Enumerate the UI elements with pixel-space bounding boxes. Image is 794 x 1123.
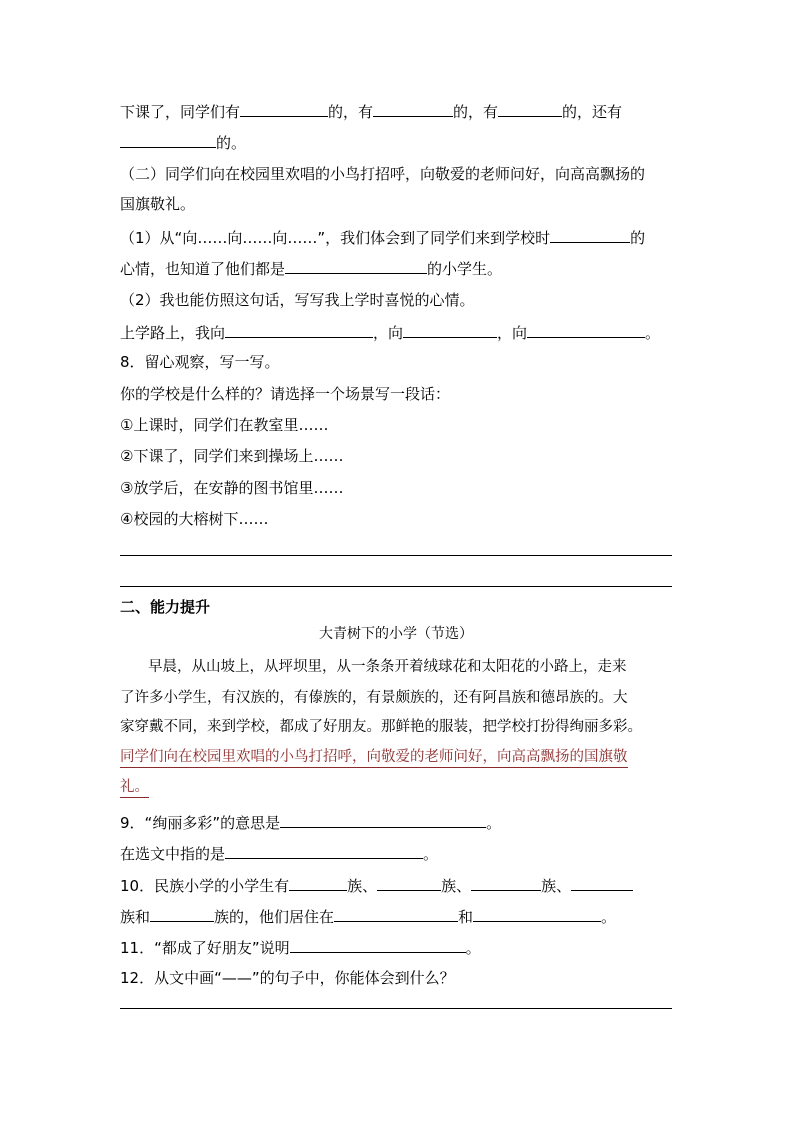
- q7-sub1-text: 的小学生。: [427, 260, 503, 278]
- q8-option-4: ④校园的大榕树下……: [120, 510, 269, 528]
- q7-text: 的，有: [328, 103, 374, 121]
- q9-line-1: [120, 812, 501, 833]
- q10-line-2: [120, 906, 616, 927]
- passage-line-4: [120, 747, 672, 767]
- q7-sub1-text: 的: [630, 229, 646, 247]
- q7-part2-line-1: （二）同学们向在校园里欢唱的小鸟打招呼，向敬爱的老师问好，向高高飘扬的: [120, 165, 646, 183]
- q9-text: 在选文中指的是: [120, 845, 226, 863]
- answer-blank[interactable]: [240, 101, 328, 117]
- answer-blank[interactable]: [285, 258, 427, 274]
- writing-line[interactable]: [120, 555, 672, 556]
- q8-option-3: ③放学后，在安静的图书馆里……: [120, 479, 344, 497]
- q7-sub2-prompt: （2）我也能仿照这句话，写写我上学时喜悦的心情。: [120, 291, 475, 309]
- q10-text: 。: [601, 908, 617, 926]
- q10-text: 10．民族小学的小学生有: [120, 877, 290, 895]
- q7-sub2-text: ，向: [497, 324, 528, 342]
- answer-blank[interactable]: [150, 906, 214, 922]
- q7-sub1-line-2: [120, 258, 502, 279]
- q12-line: 12．从文中画“——”的句子中，你能体会到什么？: [120, 969, 455, 987]
- q7-part2-line-2: 国旗敬礼。: [120, 195, 196, 213]
- q10-text: 族、: [441, 877, 472, 895]
- q7-line-1: [120, 101, 622, 122]
- q11-text: 。: [465, 939, 481, 957]
- q7-text: 的。: [216, 134, 247, 152]
- answer-blank[interactable]: [571, 875, 633, 891]
- q7-sub2-text: 。: [645, 324, 661, 342]
- q11-text: 11．“都成了好朋友”说明: [120, 939, 290, 957]
- answer-blank[interactable]: [527, 322, 645, 338]
- q7-sub2-text: ，向: [373, 324, 404, 342]
- passage-title: 大青树下的小学（节选）: [319, 626, 473, 642]
- q7-line-2: [120, 132, 246, 153]
- q11-line: [120, 937, 481, 958]
- writing-line[interactable]: [120, 586, 672, 587]
- writing-line[interactable]: [120, 1008, 672, 1009]
- q7-sub2-text: 上学路上，我向: [120, 324, 226, 342]
- answer-blank[interactable]: [289, 875, 347, 891]
- answer-blank[interactable]: [403, 322, 497, 338]
- q9-text: 。: [423, 845, 439, 863]
- q7-sub2-line: [120, 322, 660, 343]
- q10-text: 族、: [347, 877, 378, 895]
- q8-option-1: ①上课时，同学们在教室里……: [120, 416, 329, 434]
- section-heading: 二、能力提升: [120, 598, 211, 616]
- q9-text: 。: [486, 814, 502, 832]
- q9-text: 9．“绚丽多彩”的意思是: [120, 814, 281, 832]
- q8-title: 8．留心观察，写一写。: [120, 353, 280, 371]
- q7-text: 的，还有: [562, 103, 623, 121]
- answer-blank[interactable]: [498, 101, 562, 117]
- answer-blank[interactable]: [471, 875, 541, 891]
- q10-line-1: [120, 875, 633, 896]
- q7-sub1-line-1: [120, 227, 645, 248]
- answer-blank[interactable]: [290, 937, 466, 953]
- q7-sub1-text: （1）从“向……向……向……”，我们体会到了同学们来到学校时: [120, 229, 551, 247]
- underlined-sentence: 礼。: [120, 779, 149, 798]
- q7-text: 下课了，同学们有: [120, 103, 241, 121]
- q10-text: 族的，他们居住在: [214, 908, 335, 926]
- passage-line-2: 了许多小学生，有汉族的，有傣族的，有景颇族的，还有阿昌族和德昂族的。大: [120, 690, 628, 706]
- answer-blank[interactable]: [377, 875, 441, 891]
- q7-sub1-text: 心情，也知道了他们都是: [120, 260, 286, 278]
- answer-blank[interactable]: [373, 101, 453, 117]
- q10-text: 族和: [120, 908, 151, 926]
- passage-line-1: 早晨，从山坡上，从坪坝里，从一条条开着绒球花和太阳花的小路上，走来: [148, 659, 627, 675]
- passage-line-3: 家穿戴不同，来到学校，都成了好朋友。那鲜艳的服装，把学校打扮得绚丽多彩。: [120, 719, 642, 735]
- answer-blank[interactable]: [225, 843, 423, 859]
- q10-text: 族、: [541, 877, 572, 895]
- underlined-sentence: 同学们向在校园里欢唱的小鸟打招呼，向敬爱的老师问好，向高高飘扬的国旗敬: [120, 749, 628, 768]
- q10-text: 和: [458, 908, 474, 926]
- q8-prompt: 你的学校是什么样的？请选择一个场景写一段话：: [120, 385, 451, 403]
- q8-option-2: ②下课了，同学们来到操场上……: [120, 447, 344, 465]
- q7-text: 的，有: [453, 103, 499, 121]
- q9-line-2: [120, 843, 438, 864]
- answer-blank[interactable]: [550, 227, 630, 243]
- passage-line-5: [120, 777, 672, 797]
- answer-blank[interactable]: [280, 812, 486, 828]
- answer-blank[interactable]: [473, 906, 601, 922]
- answer-blank[interactable]: [225, 322, 373, 338]
- answer-blank[interactable]: [334, 906, 458, 922]
- answer-blank[interactable]: [120, 132, 216, 148]
